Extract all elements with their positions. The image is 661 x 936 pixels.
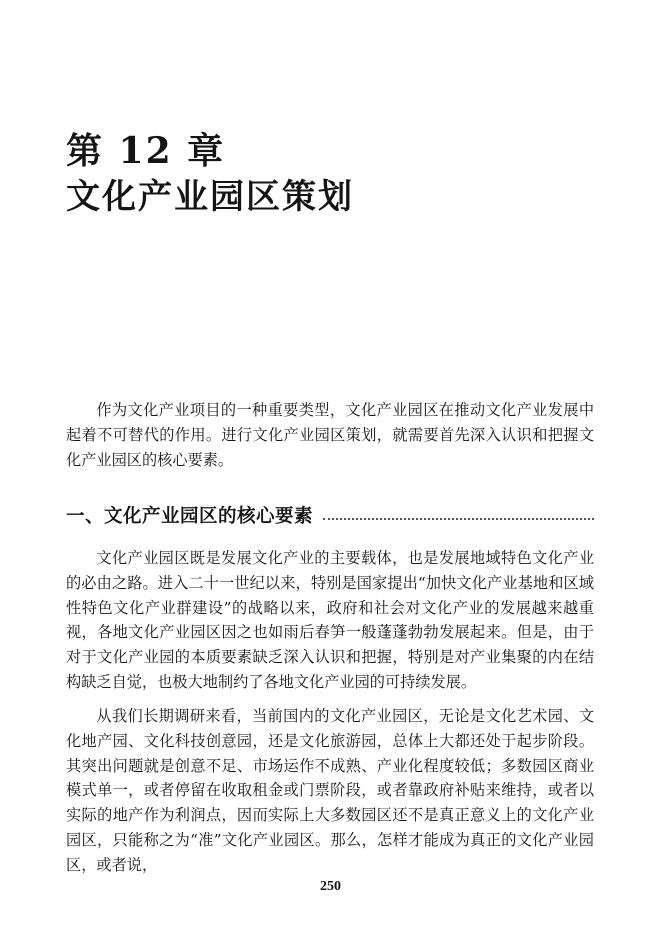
chapter-title: 文化产业园区策划 — [66, 177, 354, 217]
body-paragraph-1: 文化产业园区既是发展文化产业的主要载体，也是发展地域特色文化产业的必由之路。进入二十一世纪以来，特别是国家提出“加快文化产业基地和区域性特色文化产业群建设”的战略以来，政府和社会对文化产业的发展越来越重视，各地文化产业园区因之也如雨后春笋一般蓬蓬勃勃发展起来。但是，由于对于文化产业园的本质要素缺乏深入认识和把握，特别是对产业集聚的内在结构缺乏自觉，也极大地制约了各地文化产业园的可持续发展。 — [66, 549, 594, 691]
body-paragraph-2: 从我们长期调研来看，当前国内的文化产业园区，无论是文化艺术园、文化地产园、文化科技创意园，还是文化旅游园，总体上大都还处于起步阶段。其突出问题就是创意不足、市场运作不成熟、产业化程度较低；多数园区商业模式单一，或者停留在收取租金或门票阶段，或者靠政府补贴来维持，或者以实际的地产作为利润点，因而实际上大多数园区还不是真正意义上的文化产业园区，只能称之为“准”文化产业园区。那么，怎样才能成为真正的文化产业园区，或者说， — [66, 707, 594, 874]
section-title: 一、文化产业园区的核心要素 — [66, 506, 314, 527]
chapter-number: 第 12 章 — [66, 130, 226, 172]
section-heading — [66, 500, 594, 530]
page-number: 250 — [320, 879, 341, 894]
dotted-leader-line — [323, 518, 594, 520]
intro-paragraph: 作为文化产业项目的一种重要类型，文化产业园区在推动文化产业发展中起着不可替代的作用。进行文化产业园区策划，就需要首先深入认识和把握文化产业园区的核心要素。 — [66, 401, 594, 469]
